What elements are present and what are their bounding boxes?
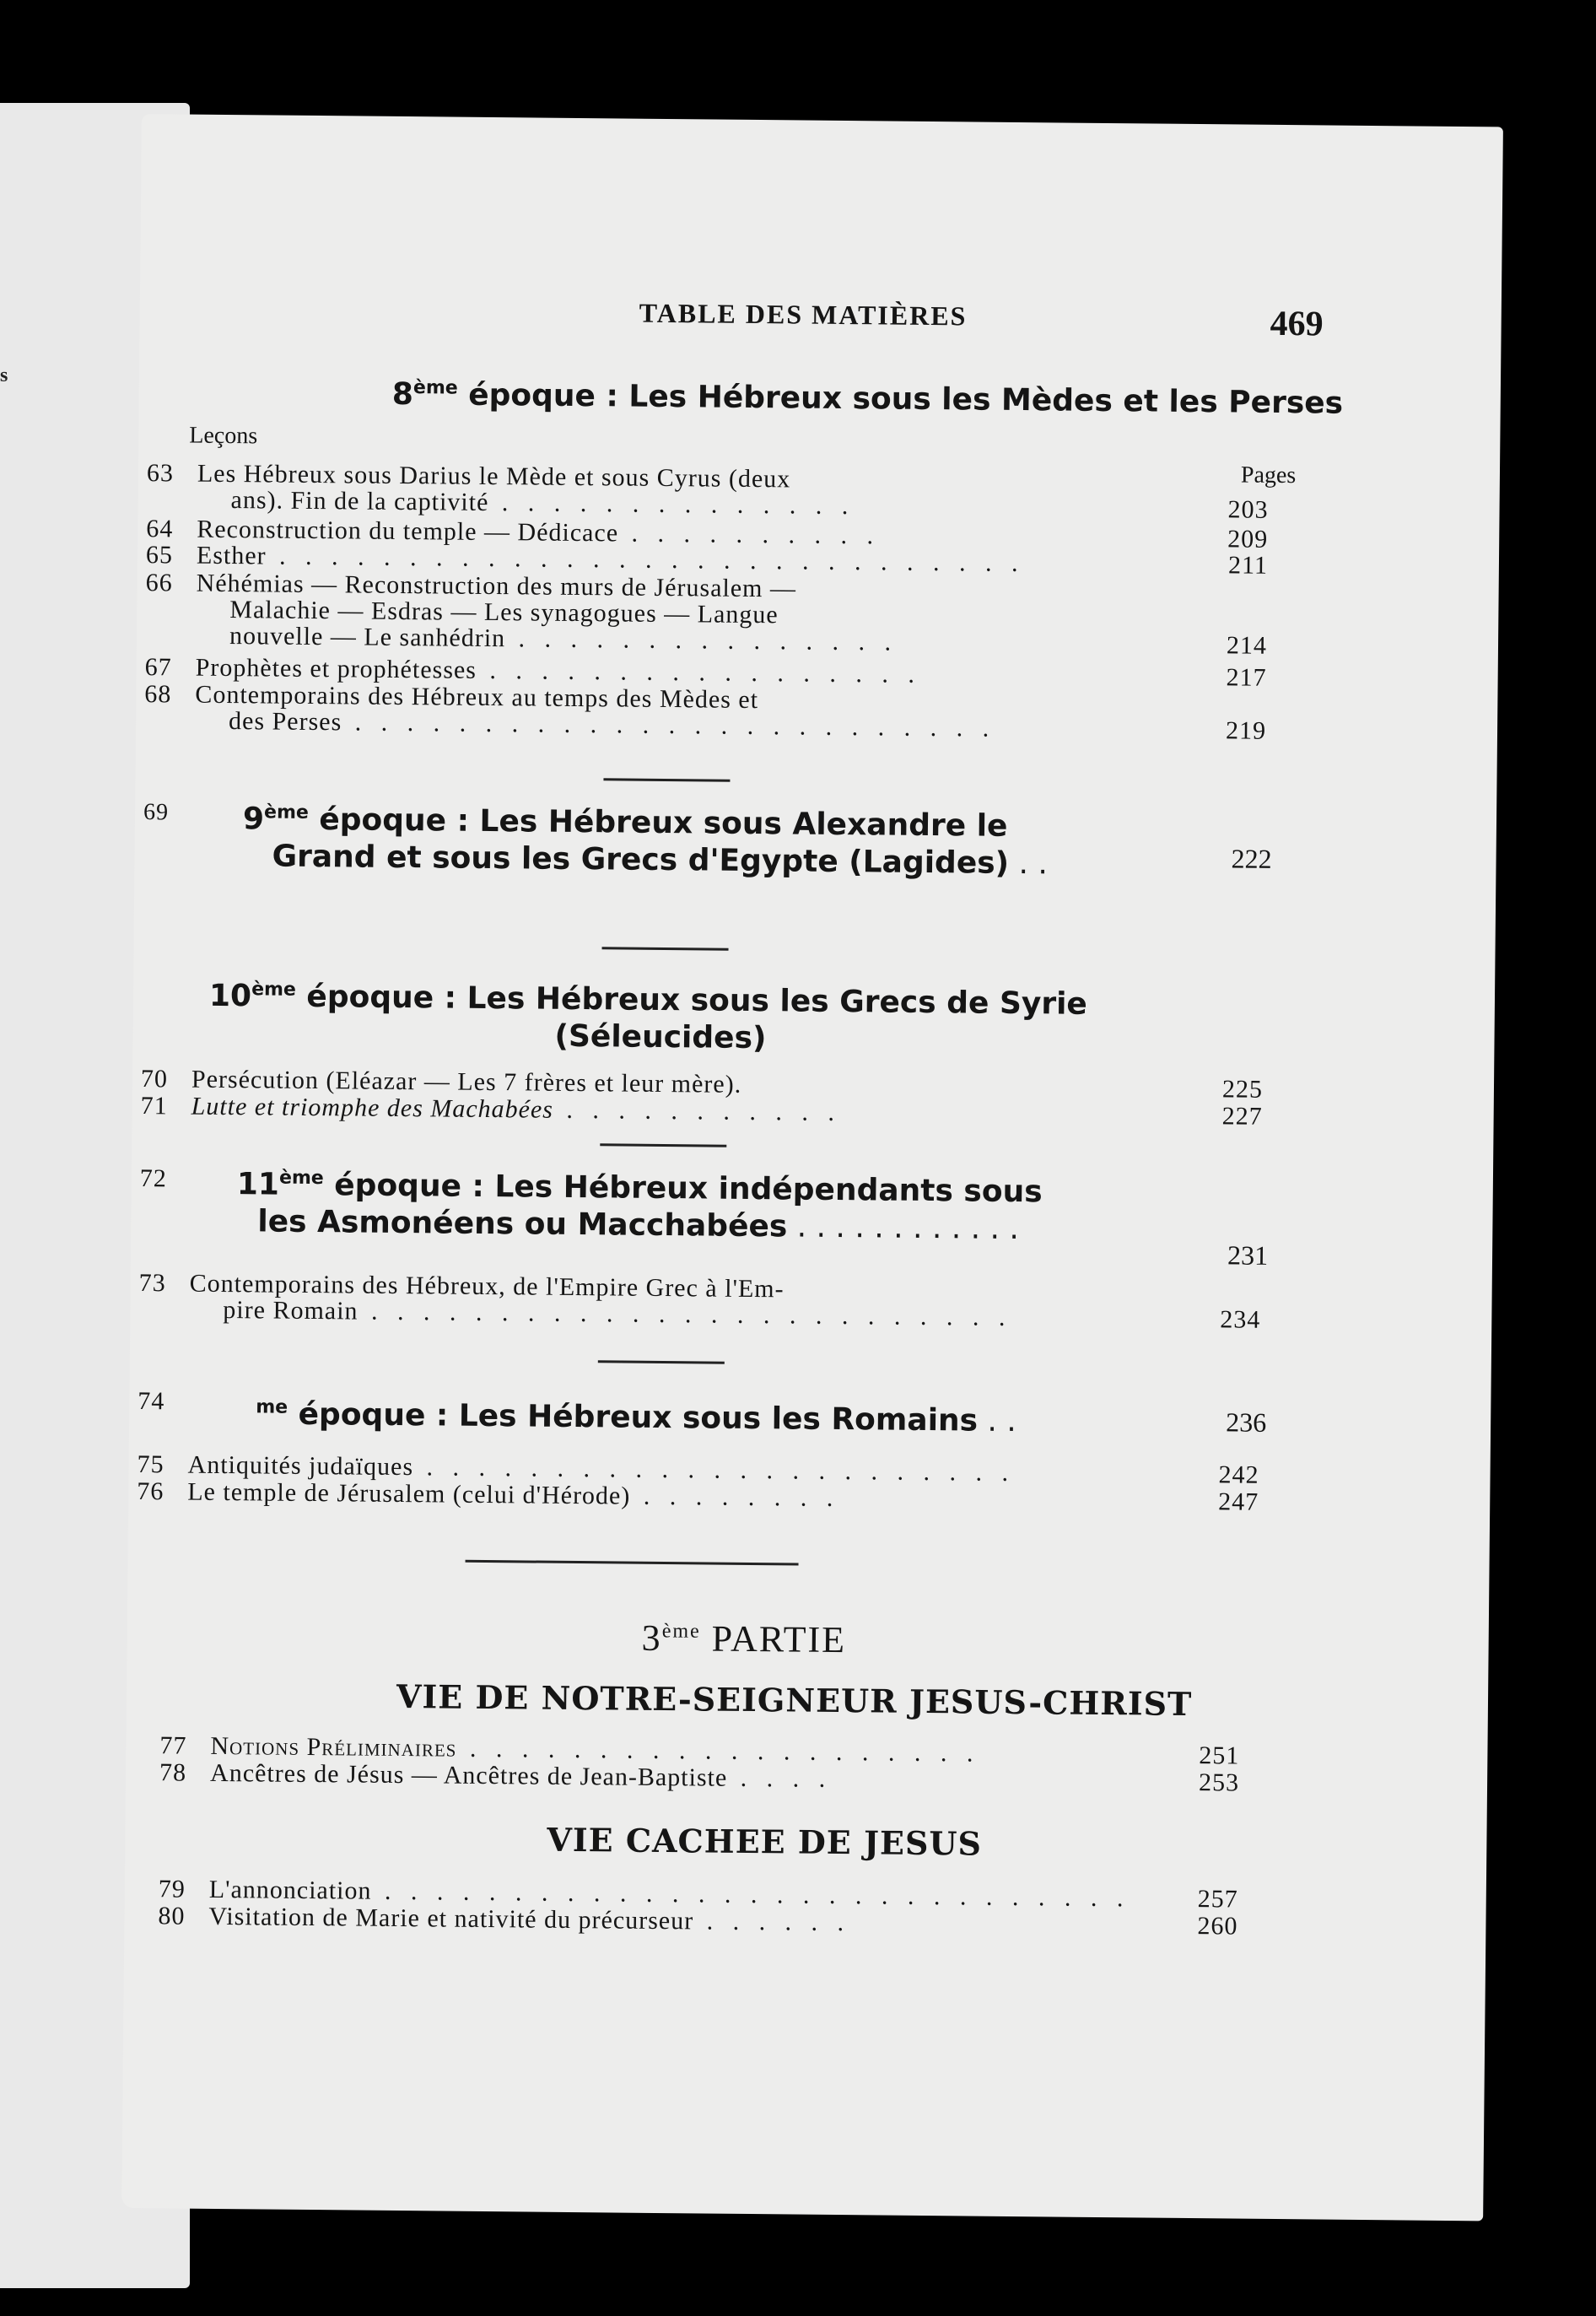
entry-page: 217 <box>1226 663 1267 692</box>
toc-entry-80: 80 Visitation de Marie et nativité du précurseur . . . . . . 260 <box>158 1902 1238 1941</box>
epoch-11-page: 231 <box>1227 1239 1269 1271</box>
entry-text: Le temple de Jérusalem (celui d'Hérode) <box>187 1477 631 1510</box>
entry-number: 73 <box>138 1269 166 1298</box>
entry-text: Les Hébreux sous Darius le Mède et sous Cyrus (deux <box>197 459 791 494</box>
entry-number: 75 <box>137 1450 164 1479</box>
page-number: 469 <box>1270 304 1324 344</box>
epoch-12-sup: me <box>256 1396 288 1418</box>
entry-text: Prophètes et prophétesses <box>195 653 477 684</box>
toc-entry-78: 78 Ancêtres de Jésus — Ancêtres de Jean-Baptiste . . . . 253 <box>159 1758 1240 1797</box>
epoch-12-heading: $^{me}$ époque : Les Hébreux sous les Romains . . <box>256 1396 1017 1439</box>
entry-page: 214 <box>1226 631 1268 660</box>
entry-page: 203 <box>1227 495 1269 524</box>
entry-text: ans). Fin de la captivité <box>230 486 489 516</box>
entry-number: 77 <box>159 1731 187 1760</box>
epoch-9-title: époque : Les Hébreux sous Alexandre le <box>319 802 1008 844</box>
toc-entry-66: 66 Néhémias — Reconstruction des murs de Jérusalem — Malachie — Esdras — Les synagogues — Langue nouvelle — Le sanhédrin . . . . . . . . . . . . . . . 214 <box>145 569 1268 660</box>
entry-text: L'annonciation <box>208 1875 372 1905</box>
entry-page: 253 <box>1198 1768 1240 1797</box>
entry-number: 65 <box>145 541 174 570</box>
toc-entry-64: 64 Reconstruction du temple — Dédicace . . . . . . . . . . 209 <box>146 515 1269 553</box>
entry-text: Lutte et triomphe des Machabées <box>191 1092 554 1124</box>
entry-page: 227 <box>1221 1102 1263 1131</box>
entry-text: Reconstruction du temple — Dédicace <box>197 515 619 548</box>
entry-page: 247 <box>1218 1487 1259 1516</box>
entry-text: Persécution (Eléazar — Les 7 frères et leur mère). <box>191 1065 742 1099</box>
entry-number: 70 <box>140 1065 169 1093</box>
running-title: TABLE DES MATIÈRES <box>639 297 968 332</box>
entry-text: nouvelle — Le sanhédrin <box>229 622 506 653</box>
epoch-11-sup: ème <box>278 1167 324 1190</box>
entry-text: Contemporains des Hébreux au temps des Mèdes et <box>195 680 759 715</box>
part-label: PARTIE <box>711 1617 847 1661</box>
entry-number: 68 <box>144 680 172 709</box>
part-ordinal: 3 <box>641 1617 662 1660</box>
entry-number: 63 <box>146 459 175 488</box>
toc-entry-77: 77 Notions Préliminaires . . . . . . . . . . . . . . . . . . . . 251 <box>159 1731 1240 1770</box>
epoch-9-page: 222 <box>1231 843 1272 874</box>
toc-entry-71: 71 Lutte et triomphe des Machabées . . . . . . . . . . . 227 <box>140 1092 1263 1131</box>
epoch-9-title: Grand et sous les Grecs d'Egypte (Lagides) <box>272 839 1010 881</box>
entry-text: Contemporains des Hébreux, de l'Empire Grec à l'Em- <box>189 1269 785 1304</box>
lecons-label: Leçons <box>189 422 258 450</box>
epoch-11-title: époque : Les Hébreux indépendants sous <box>334 1168 1043 1210</box>
entry-page: 209 <box>1227 525 1269 553</box>
entry-number: 74 <box>137 1387 165 1416</box>
entry-text: Notions Préliminaires <box>210 1731 457 1763</box>
entry-number: 79 <box>158 1875 186 1903</box>
entry-text: Esther <box>196 541 267 570</box>
epoch-10-sup: ème <box>251 979 297 1001</box>
epoch-11-ordinal: 11 <box>236 1167 280 1202</box>
part-heading <box>641 1617 846 1661</box>
epoch-11-heading: 11ème époque : Les Hébreux indépendants sous les Asmonéens ou Macchabées . . . . . . . . . . . . <box>236 1167 1043 1247</box>
book-page <box>121 114 1503 2221</box>
toc-entry-65: 65 Esther . . . . . . . . . . . . . . . . . . . . . . . . . . . . . 211 <box>145 541 1269 580</box>
section-title-vie-notre-seigneur: VIE DE NOTRE-SEIGNEUR JESUS-CHRIST <box>396 1676 1193 1724</box>
section-divider <box>600 1143 726 1147</box>
epoch-8-ordinal: 8 <box>391 376 414 413</box>
entry-number: 64 <box>146 515 174 543</box>
section-divider <box>598 1360 725 1363</box>
entry-number: 80 <box>158 1902 186 1930</box>
entry-number: 67 <box>144 653 172 682</box>
entry-number: 72 <box>139 1164 168 1193</box>
entry-number: 76 <box>137 1477 164 1506</box>
epoch-8-sup: ème <box>412 377 458 399</box>
entry-page: 225 <box>1221 1075 1264 1104</box>
entry-page: 251 <box>1199 1741 1240 1770</box>
entry-text: Néhémias — Reconstruction des murs de Jérusalem — <box>196 569 797 603</box>
entry-text: Ancêtres de Jésus — Ancêtres de Jean-Baptiste <box>209 1758 728 1792</box>
entry-number: 78 <box>159 1758 187 1787</box>
epoch-12-page: 236 <box>1226 1406 1267 1438</box>
entry-text: Visitation de Marie et nativité du précurseur <box>208 1902 694 1935</box>
epoch-11-title: les Asmonéens ou Macchabées <box>257 1204 788 1244</box>
toc-entry-76: 76 Le temple de Jérusalem (celui d'Hérode) . . . . . . . . 247 <box>137 1477 1259 1516</box>
toc-entry-68: 68 Contemporains des Hébreux au temps des Mèdes et des Perses . . . . . . . . . . . . . . . . . . . . . . . . . 219 <box>144 680 1267 745</box>
entry-number: 66 <box>145 569 173 597</box>
epoch-12-title: époque : Les Hébreux sous les Romains <box>298 1396 979 1439</box>
entry-page: 257 <box>1197 1885 1238 1914</box>
entry-page: 260 <box>1197 1912 1238 1941</box>
entry-text: des Perses <box>228 707 342 737</box>
epoch-10-title: époque : Les Hébreux sous les Grecs de Syrie <box>306 979 1088 1022</box>
epoch-8-heading <box>392 370 1344 423</box>
section-title-vie-cachee: VIE CACHEE DE JESUS <box>547 1820 983 1863</box>
toc-entry-63: 63 Les Hébreux sous Darius le Mède et sous Cyrus (deux ans). Fin de la captivité . . . . . . . . . . . . . . 203 <box>146 459 1269 524</box>
entry-text: pire Romain <box>223 1295 359 1325</box>
entry-page: 234 <box>1220 1305 1261 1334</box>
epoch-10-ordinal: 10 <box>208 978 252 1014</box>
entry-number: 69 <box>143 799 170 826</box>
entry-text: Antiquités judaïques <box>187 1450 414 1482</box>
entry-page: 211 <box>1227 551 1269 580</box>
epoch-9-sup: ème <box>264 802 310 823</box>
section-divider <box>602 947 729 950</box>
epoch-8-title: époque : Les Hébreux sous les Mèdes et les Perses <box>467 377 1344 421</box>
entry-page: 242 <box>1218 1460 1259 1489</box>
epoch-10-heading <box>208 971 1087 1061</box>
epoch-9-ordinal: 9 <box>242 802 265 837</box>
toc-entry-73: 73 Contemporains des Hébreux, de l'Empire Grec à l'Em- pire Romain . . . . . . . . . . . . . . . . . . . . . . . . . 234 <box>138 1269 1261 1334</box>
part-sup: ème <box>661 1620 701 1643</box>
entry-page: 219 <box>1225 716 1267 745</box>
part-divider <box>466 1560 799 1566</box>
toc-entry-79: 79 L'annonciation . . . . . . . . . . . . . . . . . . . . . . . . . . . . . 257 <box>158 1875 1238 1914</box>
section-divider <box>603 778 730 781</box>
pages-label: Pages <box>1240 462 1297 489</box>
epoch-10-title: (Séleucides) <box>554 1018 767 1056</box>
toc-entry-67: 67 Prophètes et prophétesses . . . . . . . . . . . . . . . . . 217 <box>144 653 1267 692</box>
left-page-edge-text: s <box>0 364 8 386</box>
entry-number: 71 <box>140 1092 168 1120</box>
epoch-9-heading: 9ème époque : Les Hébreux sous Alexandre le Grand et sous les Grecs d'Egypte (Lagides) . . <box>242 802 1049 882</box>
toc-entry-75: 75 Antiquités judaïques . . . . . . . . . . . . . . . . . . . . . . . 242 <box>137 1450 1259 1489</box>
entry-text: Malachie — Esdras — Les synagogues — Langue <box>229 596 779 629</box>
